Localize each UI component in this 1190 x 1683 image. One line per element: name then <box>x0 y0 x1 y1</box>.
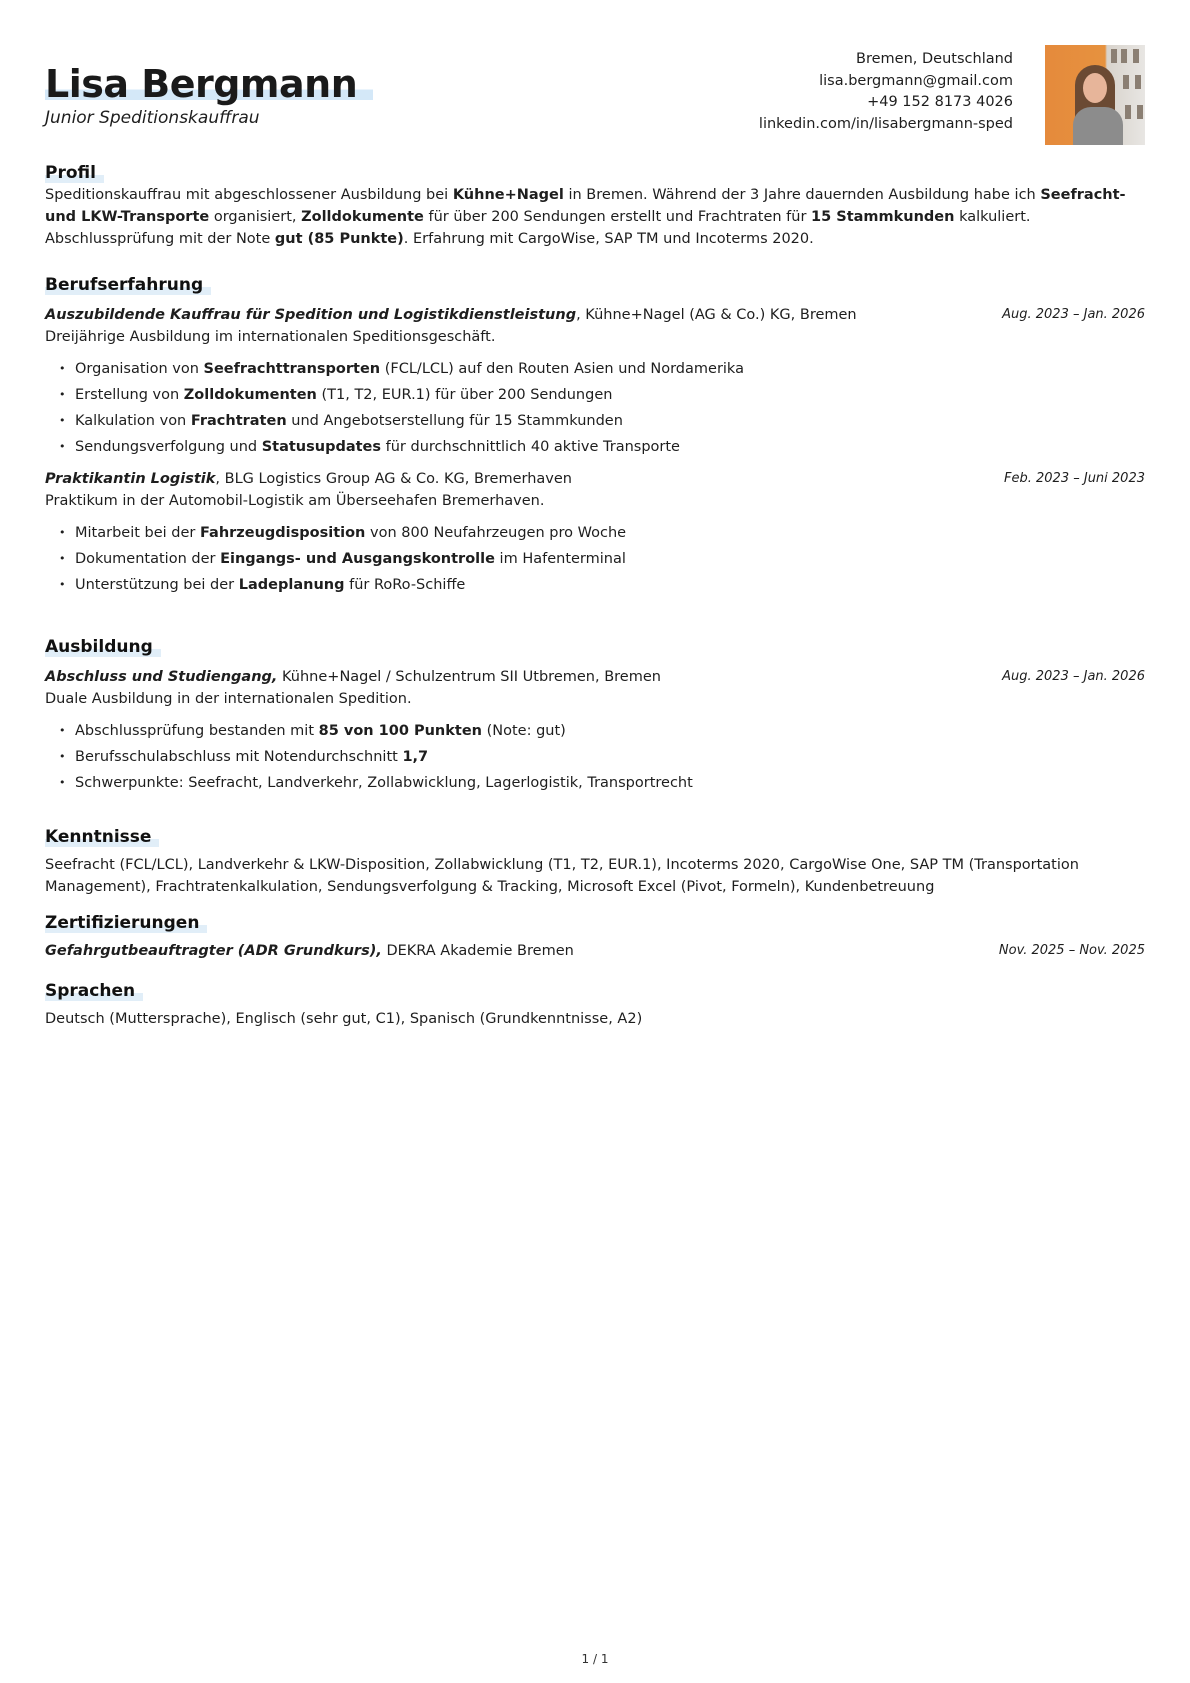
certification-issuer: DEKRA Akademie Bremen <box>381 943 574 959</box>
contact-email[interactable]: lisa.bergmann@gmail.com <box>819 72 1013 89</box>
bullet-item: • Erstellung von Zolldokumenten (T1, T2, EUR.1) für über 200 Sendungen <box>59 382 1145 408</box>
skills-text: Seefracht (FCL/LCL), Landverkehr & LKW-Disposition, Zollabwicklung (T1, T2, EUR.1), Incoterms 2020, CargoWise One, SAP TM (Transportation Management), Frachtratenkalkulation, Sendungsverfolgung & Tracking, Microsoft Excel (Pivot, Formeln), Kundenbetreuung <box>45 857 1079 895</box>
bullet-item: • Berufsschulabschluss mit Notendurchschnitt 1,7 <box>59 744 1145 770</box>
text: kalkuliert. Abschlussprüfung mit der Note <box>45 209 1031 247</box>
job-description: Praktikum in der Automobil-Logistik am Überseehafen Bremerhaven. <box>45 493 545 509</box>
education-date: Aug. 2023 – Jan. 2026 <box>1002 669 1145 684</box>
text: Speditionskauffrau mit abgeschlossener Ausbildung bei <box>45 187 453 203</box>
certification-name: Gefahrgutbeauftragter (ADR Grundkurs), <box>45 943 382 959</box>
job-entry <box>45 304 1145 460</box>
job-header <box>45 468 1145 490</box>
text: in Bremen. Während der 3 Jahre dauernden Ausbildung habe ich <box>563 187 1041 203</box>
languages-section <box>45 980 1145 1030</box>
contact-location: Bremen, Deutschland <box>856 51 1013 67</box>
languages-text: Deutsch (Muttersprache), Englisch (sehr gut, C1), Spanisch (Grundkenntnisse, A2) <box>45 1011 643 1027</box>
job-company: , Kühne+Nagel (AG & Co.) KG, Bremen <box>576 307 857 323</box>
section-heading-certifications: Zertifizierungen <box>45 912 207 934</box>
education-header <box>45 666 1145 688</box>
text-bold: Seefracht- und LKW-Transporte <box>45 187 1126 225</box>
job-title: Junior Speditionskauffrau <box>45 108 260 128</box>
contact-linkedin[interactable]: linkedin.com/in/lisabergmann-sped <box>758 115 1013 132</box>
job-bullets <box>45 356 1145 460</box>
bullet-item: • Dokumentation der Eingangs- und Ausgangskontrolle im Hafenterminal <box>59 546 1145 572</box>
section-heading-languages: Sprachen <box>45 980 143 1002</box>
certification-date: Nov. 2025 – Nov. 2025 <box>998 943 1145 958</box>
text: organisiert, <box>209 209 302 225</box>
profile-section <box>45 162 1145 250</box>
job-role: Auszubildende Kauffrau für Spedition und Logistikdienstleistung <box>45 307 577 323</box>
job-header <box>45 304 1145 326</box>
education-bullets <box>45 718 1145 796</box>
page-number: 1 / 1 <box>581 1652 609 1666</box>
education-entry <box>45 666 1145 796</box>
job-date: Feb. 2023 – Juni 2023 <box>1004 471 1145 486</box>
bullet-item: • Kalkulation von Frachtraten und Angebotserstellung für 15 Stammkunden <box>59 408 1145 434</box>
candidate-name: Lisa Bergmann <box>45 62 373 106</box>
contact-block <box>759 49 1013 135</box>
text: . Erfahrung mit CargoWise, SAP TM und Incoterms 2020. <box>403 231 814 247</box>
experience-section <box>45 274 1145 598</box>
contact-phone: +49 152 8173 4026 <box>867 94 1013 110</box>
resume-page <box>45 0 1145 1027</box>
resume-header <box>45 0 1145 150</box>
education-section <box>45 636 1145 796</box>
text: für über 200 Sendungen erstellt und Frachtraten für <box>423 209 812 225</box>
bullet-item: • Schwerpunkte: Seefracht, Landverkehr, Zollabwicklung, Lagerlogistik, Transportrecht <box>59 770 1145 796</box>
section-heading-experience: Berufserfahrung <box>45 274 211 296</box>
bullet-item: • Organisation von Seefrachttransporten (FCL/LCL) auf den Routen Asien und Nordamerika <box>59 356 1145 382</box>
education-institution: Kühne+Nagel / Schulzentrum SII Utbremen, Bremen <box>277 669 661 685</box>
education-description: Duale Ausbildung in der internationalen Spedition. <box>45 691 412 707</box>
text-bold: 15 Stammkunden <box>811 209 955 225</box>
bullet-item: • Sendungsverfolgung und Statusupdates für durchschnittlich 40 aktive Transporte <box>59 434 1145 460</box>
profile-photo <box>1045 45 1145 145</box>
text-bold: gut (85 Punkte) <box>274 231 404 247</box>
job-bullets <box>45 520 1145 598</box>
profile-summary <box>45 184 1145 250</box>
bullet-item: • Abschlussprüfung bestanden mit 85 von 100 Punkten (Note: gut) <box>59 718 1145 744</box>
section-heading-education: Ausbildung <box>45 636 161 658</box>
name-block <box>45 62 373 128</box>
certification-entry <box>45 940 1145 962</box>
bullet-item: • Mitarbeit bei der Fahrzeugdisposition von 800 Neufahrzeugen pro Woche <box>59 520 1145 546</box>
job-date: Aug. 2023 – Jan. 2026 <box>1002 307 1145 322</box>
section-heading-profile: Profil <box>45 162 104 184</box>
text-bold: Zolldokumente <box>301 209 424 225</box>
education-degree: Abschluss und Studiengang, <box>45 669 278 685</box>
section-heading-skills: Kenntnisse <box>45 826 159 848</box>
job-company: , BLG Logistics Group AG & Co. KG, Bremerhaven <box>215 471 572 487</box>
text-bold: Kühne+Nagel <box>452 187 564 203</box>
job-role: Praktikantin Logistik <box>45 471 216 487</box>
skills-section <box>45 826 1145 898</box>
job-entry <box>45 468 1145 598</box>
job-description: Dreijährige Ausbildung im internationalen Speditionsgeschäft. <box>45 329 496 345</box>
certifications-section <box>45 912 1145 962</box>
bullet-item: • Unterstützung bei der Ladeplanung für RoRo-Schiffe <box>59 572 1145 598</box>
